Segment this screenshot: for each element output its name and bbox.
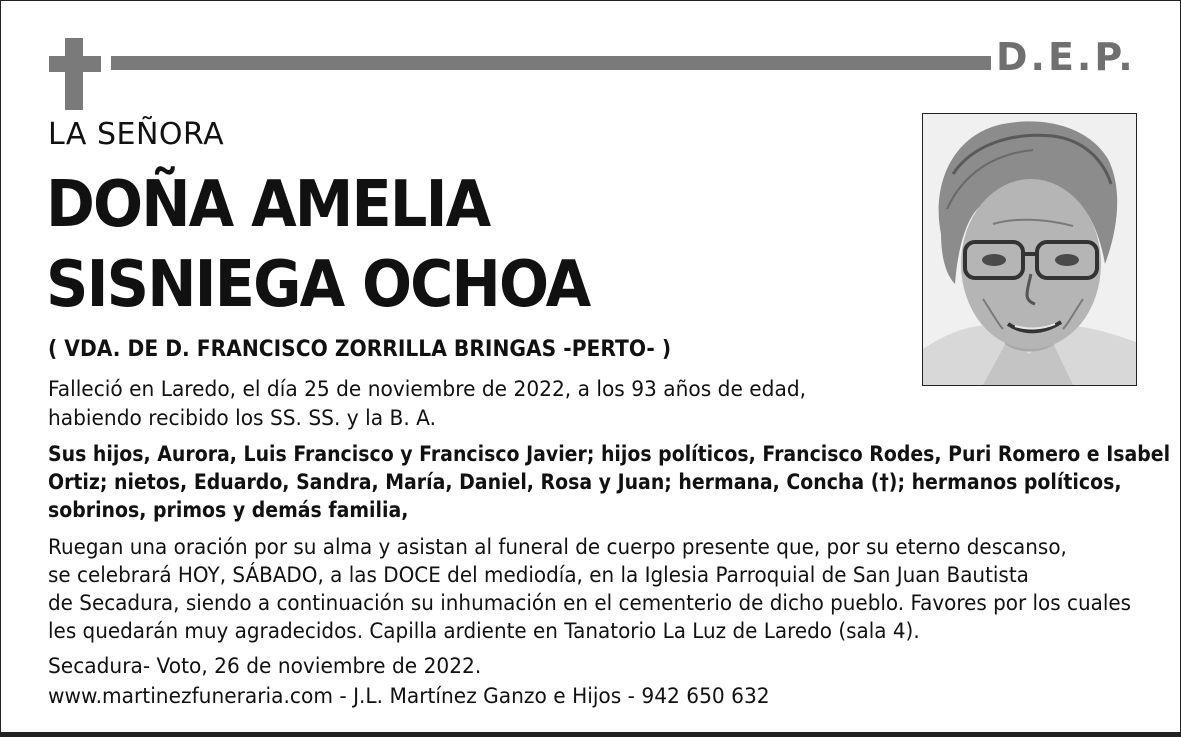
place-date: Secadura- Voto, 26 de noviembre de 2022. — [48, 654, 482, 678]
request-line4: les quedarán muy agradecidos. Capilla ardiente en Tanatorio La Luz de Laredo (sala 4). — [48, 619, 920, 643]
family-line3: sobrinos, primos y demás familia, — [48, 498, 409, 522]
notice-footer — [48, 651, 770, 711]
deceased-name-line2: SISNIEGA OCHOA — [46, 248, 590, 322]
family-line1: Sus hijos, Aurora, Luis Francisco y Francisco Javier; hijos políticos, Francisco Rodes, Puri Romero e Isabel — [48, 442, 1171, 466]
cross-icon — [49, 38, 101, 112]
funeral-request — [48, 533, 1131, 645]
death-details-line1: Falleció en Laredo, el día 25 de noviembre de 2022, a los 93 años de edad, — [48, 377, 807, 401]
bottom-border — [1, 732, 1180, 736]
header-rule — [111, 56, 991, 70]
family-line2: Ortiz; nietos, Eduardo, Sandra, María, Daniel, Rosa y Juan; hermana, Concha (†); hermanos políticos, — [48, 470, 1122, 494]
deceased-name-line1: DOÑA AMELIA — [46, 168, 490, 242]
request-line1: Ruegan una oración por su alma y asistan al funeral de cuerpo presente que, por su eterno descanso, — [48, 535, 1067, 559]
dep-abbreviation: D.E.P. — [996, 35, 1136, 79]
family-mourners — [48, 440, 1170, 524]
widow-of-line: ( VDA. DE D. FRANCISCO ZORRILLA BRINGAS -PERTO- ) — [48, 337, 672, 362]
deceased-portrait-photo — [922, 113, 1137, 386]
request-line2: se celebrará HOY, SÁBADO, a las DOCE del mediodía, en la Iglesia Parroquial de San Juan Bautista — [48, 563, 1029, 587]
funeral-home-contact: www.martinezfuneraria.com - J.L. Martínez Ganzo e Hijos - 942 650 632 — [48, 684, 770, 708]
death-details-line2: habiendo recibido los SS. SS. y la B. A. — [48, 406, 436, 430]
request-line3: de Secadura, siendo a continuación su inhumación en el cementerio de dicho pueblo. Favores por los cuales — [48, 591, 1132, 615]
title-prefix: LA SEÑORA — [48, 117, 225, 152]
portrait-image — [923, 114, 1136, 385]
death-details — [48, 375, 806, 433]
